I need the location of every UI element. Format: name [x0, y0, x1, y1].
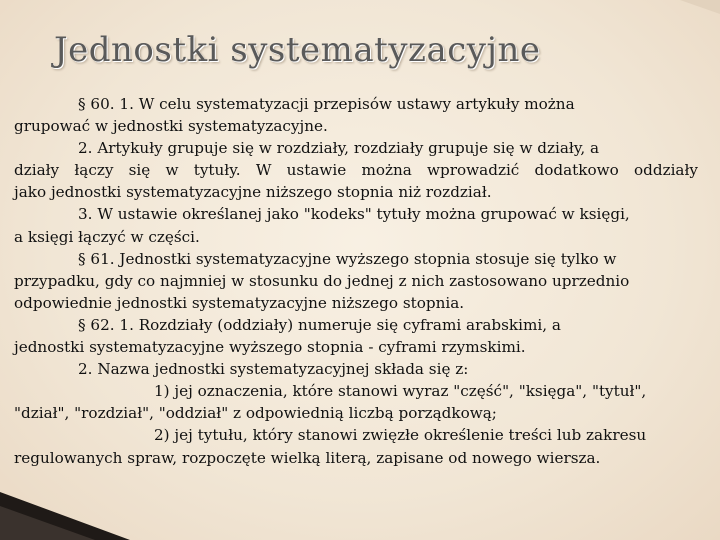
text-line: 1) jej oznaczenia, które stanowi wyraz "część", "księga", "tytuł", — [154, 382, 647, 401]
text-line: regulowanych spraw, rozpoczęte wielką literą, zapisane od nowego wiersza. — [14, 448, 601, 467]
text-line: 2. Artykuły grupuje się w rozdziały, rozdziały grupuje się w działy, a — [78, 139, 600, 158]
corner-accent-bottom-inner — [0, 506, 95, 540]
text-line: § 62. 1. Rozdziały (oddziały) numeruje się cyframi arabskimi, a — [78, 315, 561, 334]
text-line: § 61. Jednostki systematyzacyjne wyższego stopnia stosuje się tylko w — [78, 249, 617, 268]
text-line: grupować w jednostki systematyzacyjne. — [14, 117, 328, 136]
slide-body — [14, 93, 698, 469]
slide-title: Jednostki systematyzacyjne — [54, 30, 541, 70]
text-line: odpowiednie jednostki systematyzacyjne niższego stopnia. — [14, 293, 465, 312]
text-line: jako jednostki systematyzacyjne niższego stopnia niż rozdział. — [14, 183, 492, 202]
text-line: "dział", "rozdział", "oddział" z odpowiednią liczbą porządkową; — [14, 404, 497, 423]
text-line: § 60. 1. W celu systematyzacji przepisów ustawy artykuły można — [78, 95, 575, 113]
text-line: 2) jej tytułu, który stanowi zwięzłe określenie treści lub zakresu — [154, 426, 647, 445]
text-line: działy łączy się w tytuły. W ustawie można wprowadzić dodatkowo oddziały — [14, 161, 698, 180]
text-line: 2. Nazwa jednostki systematyzacyjnej składa się z: — [78, 360, 469, 379]
text-line: przypadku, gdy co najmniej w stosunku do jednej z nich zastosowano uprzednio — [14, 271, 630, 290]
corner-accent-top — [680, 0, 720, 14]
text-line: 3. W ustawie określanej jako "kodeks" tytuły można grupować w księgi, — [78, 205, 630, 224]
text-line: a księgi łączyć w części. — [14, 227, 200, 246]
text-line: jednostki systematyzacyjne wyższego stopnia - cyframi rzymskimi. — [14, 338, 526, 357]
